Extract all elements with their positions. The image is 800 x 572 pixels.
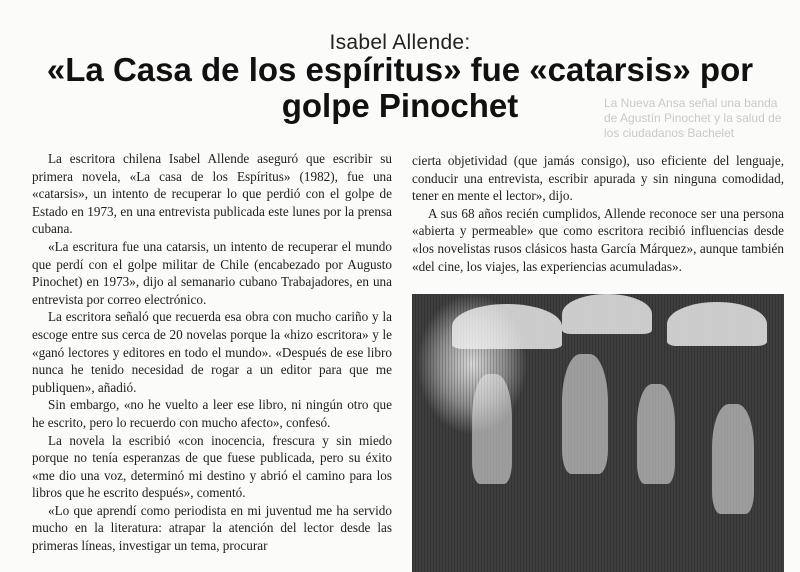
- helmet-shape: [452, 304, 562, 349]
- raised-hand-shape: [712, 404, 754, 514]
- paragraph: La novela la escribió «con inocencia, frescura y sin miedo porque no tenía esperanzas de que fuese publicada, pero su éxito «me dio una voz, determinó mi destino y abrió el camino para los libros que he escrito después», comentó.: [32, 432, 392, 501]
- article-kicker: Isabel Allende:: [329, 31, 471, 54]
- paragraph: cierta objetividad (que jamás consigo), uso eficiente del lenguaje, conducir una entrevista, escribir apurada y sin ninguna comodidad, tener en mente el lector», dijo.: [412, 153, 784, 204]
- right-column: [412, 152, 784, 292]
- article-photo: [412, 294, 784, 572]
- paragraph: «Lo que aprendí como periodista en mi juventud me ha servido mucho en la literatura: atrapar la atención del lector desde las primeras líneas, investigar un tema, procurar: [32, 502, 392, 554]
- left-column: [32, 150, 392, 572]
- raised-hand-shape: [637, 384, 675, 484]
- paragraph: La escritora chilena Isabel Allende aseguró que escribir su primera novela, «La casa de los Espíritus» (1982), fue una «catarsis», un intento de recuperar lo que perdió con el golpe de Estado en 1973, en una entrevista publicada este lunes por la prensa cubana.: [32, 151, 392, 237]
- helmet-shape: [667, 302, 767, 346]
- article-headline: «La Casa de los espíritus» fue «catarsis» por golpe Pinochet: [46, 51, 754, 124]
- paragraph: La escritora señaló que recuerda esa obra con mucho cariño y la escoge entre sus cerca de 20 novelas porque la «hizo escritora» y le «ganó lectores y editores en todo el mundo». «Después de ese libro nunca he tenido necesidad de rogar a un editor para que me publiquen», añadió.: [32, 309, 392, 395]
- paragraph: «La escritura fue una catarsis, un intento de recuperar el mundo que perdí con el golpe militar de Chile (encabezado por Augusto Pinochet) en 1973», dijo al semanario cubano Trabajadores, en una entrevista por correo electrónico.: [32, 238, 392, 307]
- paragraph: Sin embargo, «no he vuelto a leer ese libro, ni ningún otro que he escrito, pero lo recuerdo con mucho afecto», confesó.: [32, 397, 392, 430]
- adjacent-text: La Nueva Ansa señal una banda de Agustín Pinochet y la salud de los ciudadanos Bachelet: [604, 96, 782, 140]
- helmet-shape: [562, 294, 652, 334]
- raised-hand-shape: [562, 354, 608, 474]
- raised-hand-shape: [472, 374, 512, 484]
- paragraph: A sus 68 años recién cumplidos, Allende reconoce ser una persona «abierta y permeable» que como escritora recibió influencias desde «los novelistas rusos clásicos hasta García Márquez», aunque también «del cine, los viajes, las experiencias acumuladas».: [412, 205, 784, 274]
